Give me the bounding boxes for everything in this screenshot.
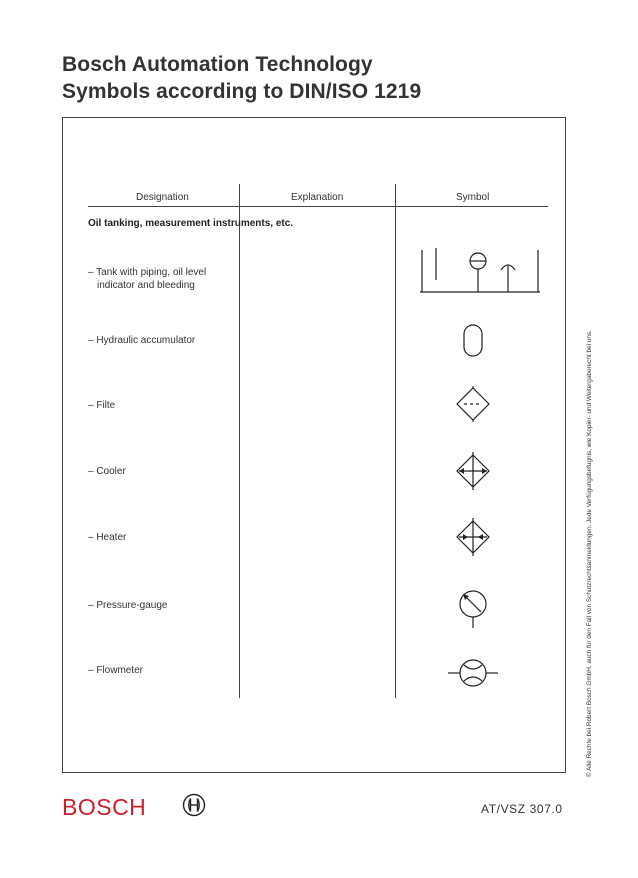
column-header-designation: Designation: [136, 192, 189, 203]
hydraulic-accumulator-symbol: [461, 323, 485, 359]
filter-symbol: [455, 386, 491, 422]
bosch-armature-logo-icon: [182, 793, 206, 817]
column-divider-1: [239, 184, 240, 698]
column-header-explanation: Explanation: [291, 192, 344, 203]
row-label-flowmeter: – Flowmeter: [88, 665, 144, 676]
row-label-accumulator: – Hydraulic accumulator: [88, 335, 196, 346]
tank-with-piping-symbol: [415, 240, 545, 298]
flowmeter-symbol: [448, 655, 498, 691]
bosch-brand: BOSCH: [62, 794, 147, 820]
row-label-filter: – Filte: [88, 400, 116, 411]
row-label-cooler: – Cooler: [88, 466, 126, 477]
row-label-heater: – Heater: [88, 532, 127, 543]
row-label-tank-cont: indicator and bleeding: [97, 280, 195, 291]
cooler-symbol: [455, 452, 491, 490]
page-title-line1: Bosch Automation Technology: [62, 53, 373, 76]
header-divider: [88, 206, 548, 207]
copyright-notice: © Alle Rechte bei Robert Bosch GmbH, auch für den Fall von Schutzrechtsanmeldungen. Jede Verfügungsbefugnis, wie Kopier- und Weitergaberecht bei uns.: [586, 330, 593, 777]
row-label-pressure-gauge: – Pressure-gauge: [88, 600, 168, 611]
heater-symbol: [455, 518, 491, 556]
document-code: AT/VSZ 307.0: [481, 802, 563, 816]
column-divider-2: [395, 184, 396, 698]
page-title-line2: Symbols according to DIN/ISO 1219: [62, 80, 422, 103]
pressure-gauge-symbol: [455, 584, 491, 628]
column-header-symbol: Symbol: [456, 192, 490, 203]
row-label-tank: – Tank with piping, oil level: [88, 267, 207, 278]
section-title: Oil tanking, measurement instruments, etc.: [88, 218, 294, 229]
